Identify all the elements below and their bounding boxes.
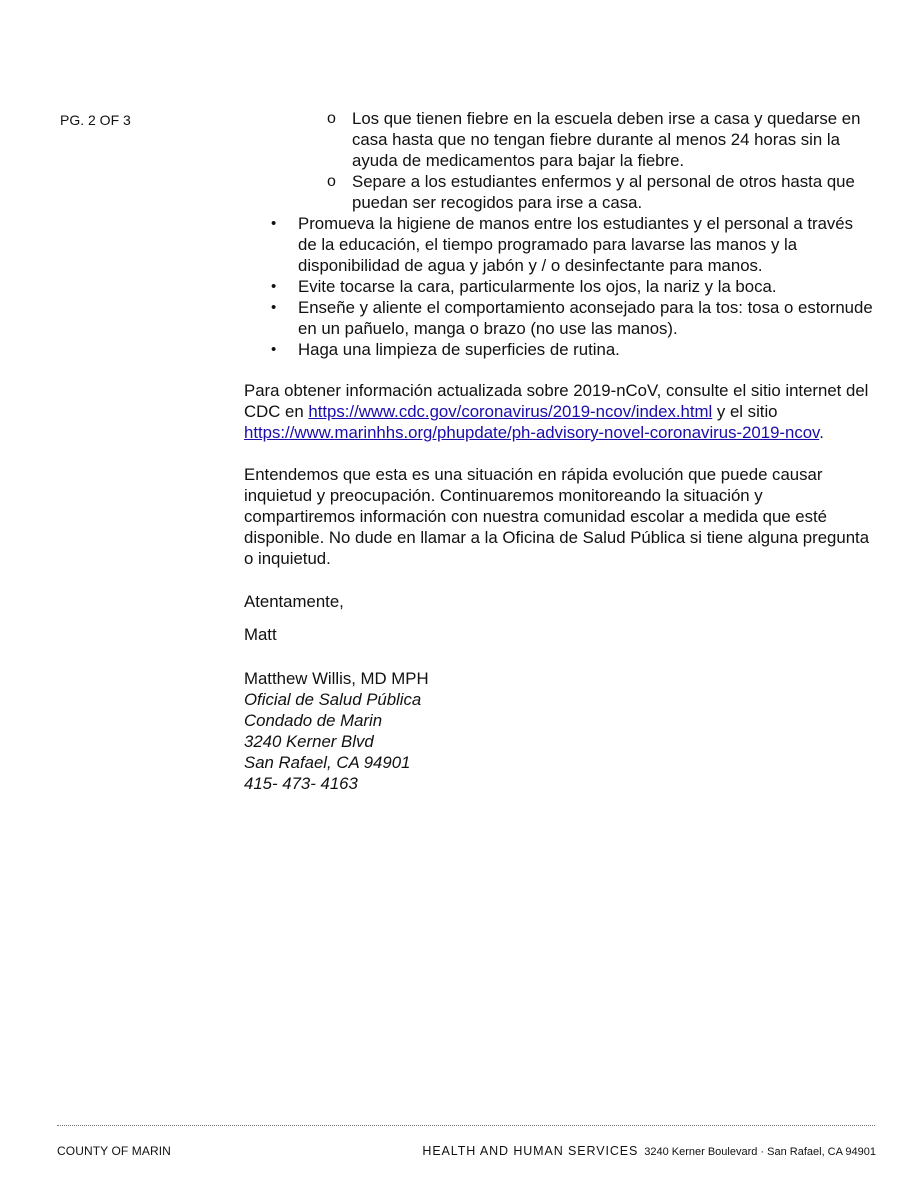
hollow-bullet-icon: o [327,110,336,127]
list-item [244,276,876,297]
signer-street: 3240 Kerner Blvd [244,732,374,751]
list-item [244,213,876,276]
footer-address: 3240 Kerner Boulevard · San Rafael, CA 94901 [644,1146,876,1158]
list-item [244,108,876,171]
hollow-bullet-icon: o [327,173,336,190]
bullet-icon: • [271,215,277,232]
signer-title: Oficial de Salud Pública [244,690,422,709]
page-number: PG. 2 OF 3 [60,112,131,128]
footer-county: COUNTY OF MARIN [57,1144,171,1158]
list-item-text: Separe a los estudiantes enfermos y al personal de otros hasta que puedan ser recogidos para irse a casa. [352,172,855,212]
letter-body [244,108,876,794]
marinhhs-link[interactable]: https://www.marinhhs.org/phupdate/ph-advisory-novel-coronavirus-2019-ncov [244,423,820,442]
list-item-text: Promueva la higiene de manos entre los estudiantes y el personal a través de la educación, el tiempo programado para lavarse las manos y la disponibilidad de agua y jabón y / o desinfectante para manos. [298,214,854,275]
list-item-text: Haga una limpieza de superficies de rutina. [298,340,620,359]
bullet-icon: • [271,341,277,358]
bullet-icon: • [271,299,277,316]
list-item [244,339,876,360]
footer-department: HEALTH AND HUMAN SERVICES [422,1144,639,1158]
signer-name: Matthew Willis, MD MPH [244,669,429,688]
signer-county: Condado de Marin [244,711,383,730]
signer-city: San Rafael, CA 94901 [244,753,411,772]
list-item-text: Los que tienen fiebre en la escuela deben irse a casa y quedarse en casa hasta que no tengan fiebre durante al menos 24 horas sin la ayuda de medicamentos para bajar la fiebre. [352,109,861,170]
info-text-before: Para obtener información actualizada sobre 2019-nCoV, consulte el sitio internet del CDC en [244,381,869,421]
cdc-link[interactable]: https://www.cdc.gov/coronavirus/2019-ncov/index.html [308,402,713,421]
info-paragraph [244,380,876,443]
footer-divider [57,1125,875,1126]
signature: Matt [244,625,277,644]
list-item [244,171,876,213]
closing: Atentamente, [244,592,344,611]
bullet-list [244,213,876,360]
info-text-middle: y el sitio [712,402,778,421]
list-item [244,297,876,339]
signer-phone: 415- 473- 4163 [244,774,358,793]
list-item-text: Evite tocarse la cara, particularmente los ojos, la nariz y la boca. [298,277,777,296]
footer-department-address [422,1144,876,1158]
list-item-text: Enseñe y aliente el comportamiento aconsejado para la tos: tosa o estornude en un pañuelo, manga o brazo (no use las manos). [298,298,873,338]
signature-block [244,668,876,794]
sub-bullet-list [244,108,876,213]
situation-paragraph: Entendemos que esta es una situación en rápida evolución que puede causar inquietud y preocupación. Continuaremos monitoreando la situación y compartiremos información con nuestra comunidad escolar a medida que esté disponible. No dude en llamar a la Oficina de Salud Pública si tiene alguna pregunta o inquietud. [244,465,870,568]
info-text-after: . [819,423,824,442]
bullet-icon: • [271,278,277,295]
